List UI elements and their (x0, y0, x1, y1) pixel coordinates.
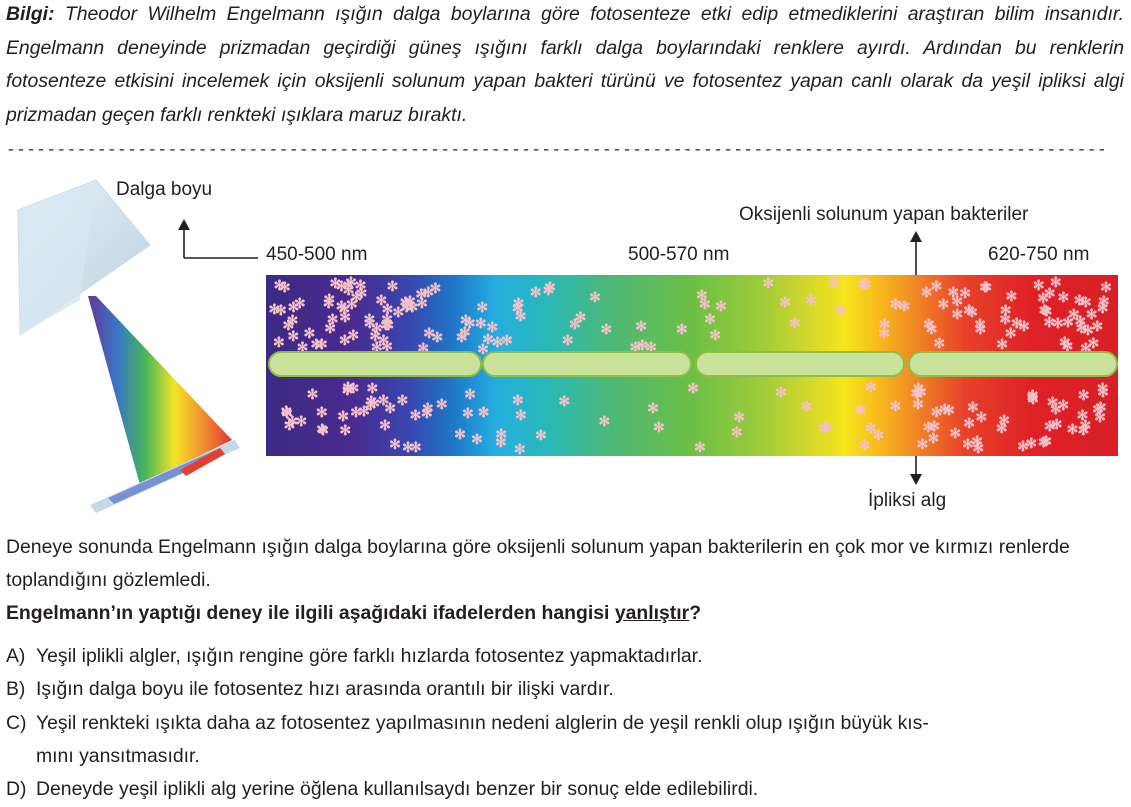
alga-cell (695, 351, 905, 377)
bacterium-icon (911, 397, 925, 411)
bacterium-icon (336, 409, 350, 423)
question-text: Engelmann’ın yaptığı deney ile ilgili aşağıdaki ifadelerden hangisi yanlıştır? (6, 602, 702, 624)
bacterium-icon (827, 275, 841, 289)
up-arrow-head (910, 231, 922, 242)
bacterium-icon (761, 276, 775, 290)
bacterium-icon (915, 437, 929, 451)
bacterium-icon (378, 418, 392, 432)
bacterium-icon (534, 428, 548, 442)
bacterium-icon (698, 297, 712, 311)
option-text: Deneyde yeşil iplikli alg yerine öğlena kullanılsaydı benzer bir sonuç elde edilebilirdi. (36, 778, 759, 800)
bacterium-icon (1049, 402, 1063, 416)
alga-cell (908, 351, 1118, 377)
bacterium-icon (693, 440, 707, 454)
bacterium-icon (365, 381, 379, 395)
bacterium-icon (932, 336, 946, 350)
bacterium-icon (897, 299, 911, 313)
bacterium-icon (599, 322, 613, 336)
bacterium-icon (461, 406, 475, 420)
bacterium-icon (946, 285, 960, 299)
info-label: Bilgi: (6, 3, 55, 25)
bacterium-icon (315, 422, 329, 436)
bacterium-icon (481, 332, 495, 346)
bacterium-icon (978, 280, 992, 294)
wavelength-label: Dalga boyu (116, 179, 213, 200)
bacterium-icon (574, 310, 588, 324)
bacterium-icon (634, 319, 648, 333)
bacterium-icon (871, 428, 885, 442)
option-letter: C) (6, 712, 27, 734)
bacterium-icon (995, 337, 1009, 351)
bacterium-icon (477, 405, 491, 419)
option-a[interactable] (6, 640, 1124, 673)
bacterium-icon (388, 437, 402, 451)
bacterium-icon (557, 394, 571, 408)
bacterium-icon (730, 425, 744, 439)
bacterium-icon (367, 396, 381, 410)
bacterium-icon (675, 322, 689, 336)
range-red: 620-750 nm (988, 244, 1090, 265)
bacterium-icon (430, 330, 444, 344)
bacterium-icon (278, 280, 292, 294)
bacterium-icon (1081, 323, 1095, 337)
bacterium-icon (463, 387, 477, 401)
bacterium-icon (1096, 385, 1110, 399)
bacterium-icon (494, 427, 508, 441)
bacterium-icon (541, 283, 555, 297)
bacterium-icon (1058, 335, 1072, 349)
option-letter: D) (6, 778, 27, 800)
bacterium-icon (921, 420, 935, 434)
bacterium-icon (922, 317, 936, 331)
bacterium-icon (856, 277, 870, 291)
bacterium-icon (1043, 286, 1057, 300)
bacterium-icon (459, 313, 473, 327)
wavelength-arrow (184, 228, 258, 258)
bacterium-icon (930, 405, 944, 419)
bacterium-icon (1037, 435, 1051, 449)
bacterium-icon (714, 299, 728, 313)
bacterium-icon (864, 380, 878, 394)
bacterium-icon (455, 330, 469, 344)
separator-line: ------------------------------------------------------------------------------------------------------------- (6, 141, 1108, 159)
bacterium-icon (267, 302, 281, 316)
bacterium-icon (1004, 289, 1018, 303)
bacterium-icon (341, 383, 355, 397)
question-keyword: yanlıştır (614, 602, 690, 624)
bacterium-icon (778, 295, 792, 309)
bacterium-icon (708, 328, 722, 342)
bacterium-icon (511, 393, 525, 407)
bacterium-icon (686, 381, 700, 395)
prism-icon (18, 180, 150, 335)
bacterium-icon (302, 326, 316, 340)
bacterium-icon (646, 401, 660, 415)
bacterium-icon (1093, 410, 1107, 424)
bacterium-icon (306, 387, 320, 401)
option-text: Yeşil iplikli algler, ışığın rengine göre farklı hızlarda fotosentez yapmaktadırlar. (36, 645, 703, 667)
bacterium-icon (322, 292, 336, 306)
alga-cell (482, 351, 692, 377)
option-letter: A) (6, 645, 26, 667)
bacterium-icon (919, 285, 933, 299)
bacterium-icon (513, 442, 527, 456)
bacterium-icon (962, 303, 976, 317)
bacterium-icon (338, 333, 352, 347)
bacterium-icon (470, 432, 484, 446)
bacterium-icon (788, 316, 802, 330)
bacterium-icon (1056, 290, 1070, 304)
bacterium-icon (800, 399, 814, 413)
bacterium-icon (833, 303, 847, 317)
bacterium-icon (853, 403, 867, 417)
bacterium-icon (383, 401, 397, 415)
bacterium-icon (804, 293, 818, 307)
option-c[interactable] (6, 707, 1124, 773)
observation-text: Deneye sonunda Engelmann ışığın dalga boylarına göre oksijenli solunum yapan bakterilerin en çok mor ve kırmızı renlerde toplandığını gözlemledi. (6, 536, 1070, 591)
bacterium-icon (514, 408, 528, 422)
wavelength-arrow-head (178, 219, 190, 230)
option-d[interactable] (6, 773, 1124, 806)
bacterium-icon (732, 410, 746, 424)
bacterium-icon (285, 414, 299, 428)
alga-label: İpliksi alg (868, 490, 947, 511)
bacterium-icon (475, 300, 489, 314)
bacterium-icon (1099, 280, 1113, 294)
bacterium-icon (514, 309, 528, 323)
bacterium-icon (588, 290, 602, 304)
option-text: Işığın dalga boyu ile fotosentez hızı arasında orantılı bir ilişki vardır. (36, 678, 614, 700)
bacterium-icon (1073, 293, 1087, 307)
bacterium-icon (1016, 439, 1030, 453)
bacterium-icon (942, 403, 956, 417)
info-text: Theodor Wilhelm Engelmann ışığın dalga boylarına göre fotosenteze etki edip etmediklerini araştıran bilim insanıdır. Engelmann deneyinde prizmadan geçirdiği güneş ışığını farklı dalga boylarındaki renklere ayırdı. Ardından bu renklerin fotosenteze etkisini incelemek için oksijenli solunum yapan bakteri türünü ve fotosentez yapan canlı olarak da yeşil ipliksi algi prizmadan geçen farklı renkteki ışıklara maruz bıraktı. (6, 3, 1124, 126)
bacterium-icon (400, 300, 414, 314)
bacterium-icon (1078, 418, 1092, 432)
bacterium-icon (817, 421, 831, 435)
bacteria-label: Oksijenli solunum yapan bakteriler (739, 204, 1029, 225)
bacterium-icon (374, 293, 388, 307)
bacterium-icon (401, 440, 415, 454)
bacterium-icon (973, 322, 987, 336)
bacterium-icon (421, 285, 435, 299)
bacterium-icon (420, 406, 434, 420)
bacterium-icon (774, 385, 788, 399)
bacterium-icon (354, 286, 368, 300)
bacterium-icon (1039, 304, 1053, 318)
bacterium-icon (974, 410, 988, 424)
bacterium-icon (877, 317, 891, 331)
down-arrow-head (910, 474, 922, 485)
bacterium-icon (1077, 388, 1091, 402)
range-blue: 450-500 nm (266, 244, 368, 265)
bacterium-icon (1026, 392, 1040, 406)
bacterium-icon (385, 279, 399, 293)
bacterium-icon (435, 397, 449, 411)
range-green: 500-570 nm (628, 244, 730, 265)
bacterium-icon (703, 312, 717, 326)
bacterium-icon (341, 278, 355, 292)
bacterium-icon (287, 300, 301, 314)
bacterium-icon (323, 321, 337, 335)
option-letter: B) (6, 678, 26, 700)
bacterium-icon (338, 423, 352, 437)
bacterium-icon (561, 333, 575, 347)
bacterium-icon (272, 335, 286, 349)
bacterium-icon (995, 421, 1009, 435)
bacterium-icon (1065, 422, 1079, 436)
bacterium-icon (857, 438, 871, 452)
bacterium-icon (500, 333, 514, 347)
bacterium-icon (652, 420, 666, 434)
bacterium-icon (395, 393, 409, 407)
bacterium-icon (888, 399, 902, 413)
option-text: Yeşil renkteki ışıkta daha az fotosentez yapılmasının nedeni alglerin de yeşil renkli olup ışığın büyük kıs- (36, 712, 929, 734)
bacterium-icon (315, 405, 329, 419)
bacterium-icon (597, 414, 611, 428)
option-b[interactable] (6, 673, 1124, 706)
bacterium-icon (961, 437, 975, 451)
alga-cell (268, 351, 482, 377)
bacterium-icon (315, 337, 329, 351)
bacterium-icon (453, 427, 467, 441)
bacterium-icon (281, 318, 295, 332)
bacterium-icon (370, 321, 384, 335)
bacterium-icon (1096, 301, 1110, 315)
option-text-continued: mını yansıtmasıdır. (36, 745, 200, 767)
bacterium-icon (1050, 417, 1064, 431)
